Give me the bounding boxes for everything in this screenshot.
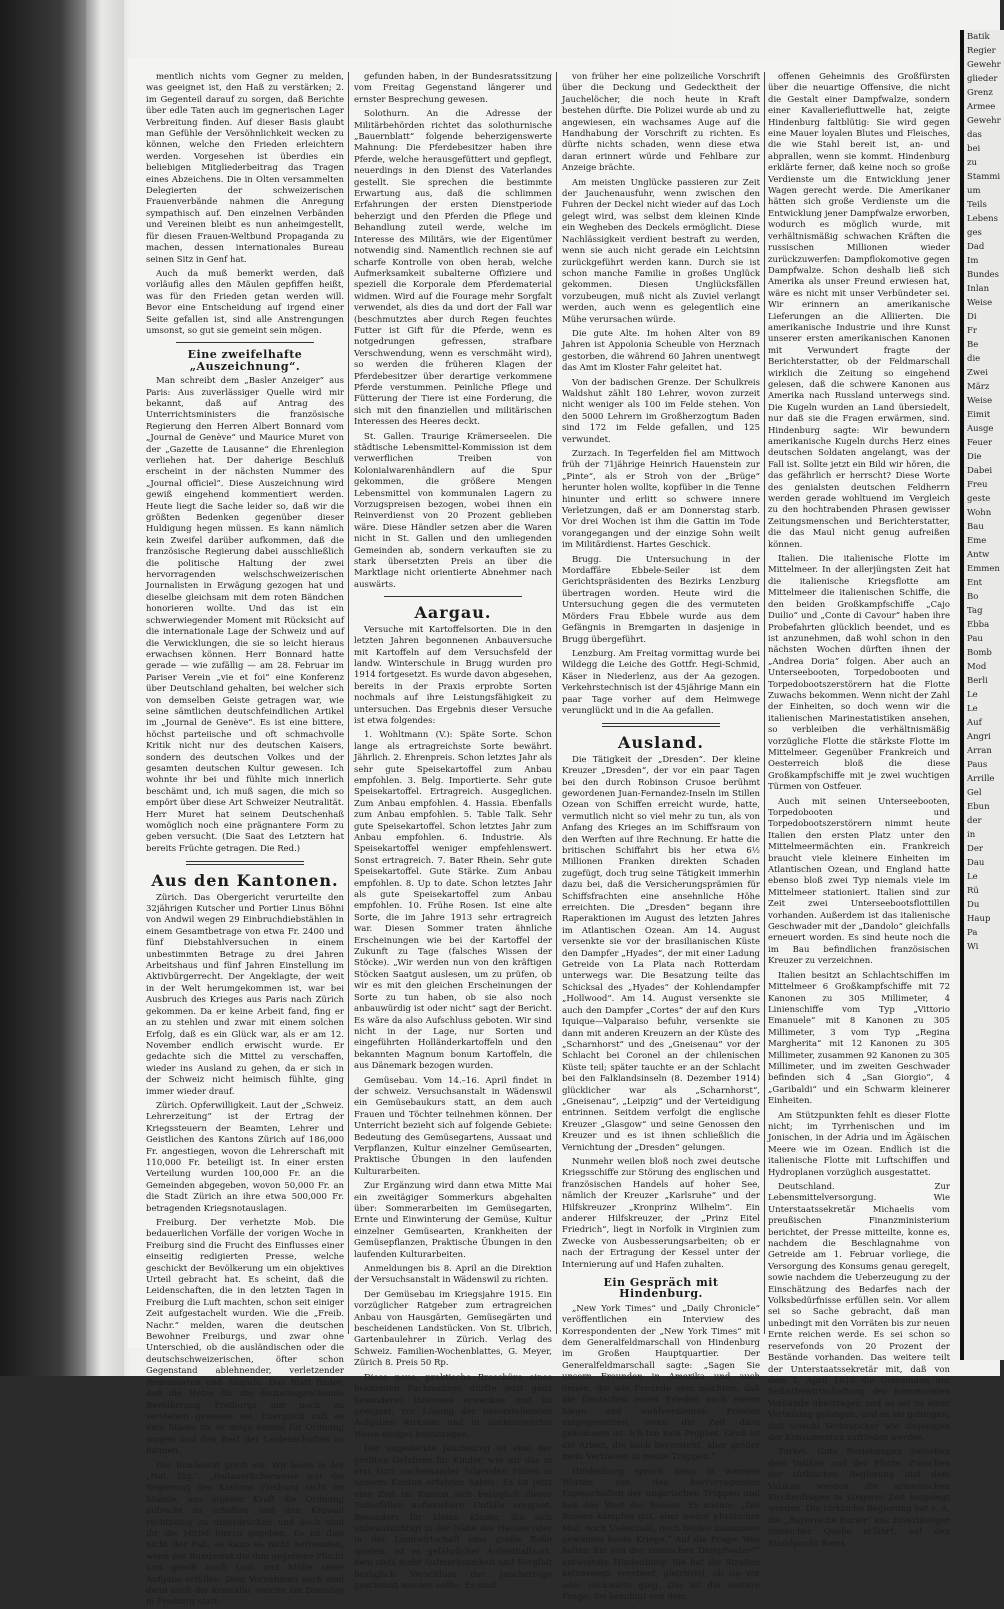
adjacent-page-fragment: Eimit (967, 410, 991, 420)
adjacent-page-fragment: Regier (967, 46, 996, 56)
article-paragraph: Der Bundesrat greift ein. Wir lesen in der „Nat. Ztg.“: „Bedauerlicherweise war die Regierung des Kantons Freiburg nicht im Stande, aus eigener Kraft die Ordnung aufrecht zu erhalten und den Krawall rechtzeitig zu unterdrücken und doch sind ihr die Mittel hierzu gegeben. Es ist dies nicht der Fall, so kann es nicht befremden, wenn der Bundesrat die ihm gegebene Pflicht und gewiß auch Lust und Mühe seine Aufgabe erfüllen. Dem Vernehmen nach sind denn auch die Krawalle, welche am Dienstag in Freiburg statt- (146, 1460, 344, 1608)
section-heading-ausland: Ausland. (618, 733, 704, 753)
article-paragraph: Türkei. Gute Beziehungen zwischen dem Vatikan und der Pforte. Zwischen der türkischen Regierung und dem Vatikan werden die armenischen Kirchenfragen in jüngerer Zeit beigelegt worden. Die türkische Regierung hat s. A. die „Bayerische Kurier“ aus zuverlässiger römischer Quelle erfährt, auf den Standpunkt Roms (768, 1447, 950, 1549)
section-heading-kantonen: Aus den Kantonen. (151, 871, 339, 891)
article-paragraph: Auch da muß bemerkt werden, daß vorläufig alles den Mäulen gepfiffen heißt, was für den Frieden getan werden will. Bevor eine Entscheidung auf irgend einer Seite gefallen ist, sind alle Anstrengungen umsonst, so gut sie gemeint sein mögen. (146, 268, 344, 336)
adjacent-page-fragment: Zwei (967, 368, 988, 378)
column-2 (354, 72, 552, 1591)
adjacent-page-fragment: Arran (967, 746, 992, 756)
adjacent-page-fragment: März (967, 382, 990, 392)
adjacent-page-fragment: Gewehr (967, 116, 1001, 126)
adjacent-page-fragment: Dad (967, 242, 985, 252)
article-paragraph: Auch mit seinen Unterseebooten, Torpedobooten und Torpedobootszerstörern nimmt heute Italien den ersten Platz unter den Mittelmeermächten ein. Frankreich braucht viele kleinere Einheiten im Atlantischen Ozean, und England hatte ebenso bloß zwei Typ niemals viele im Mittelmeer stationiert. Italien sind zur Zeit zwei Unterseebootsflottillen vorhanden. Außerdem ist das italienische Geschwader mit der „Dandolo“ gleichfalls erneuert worden. Es sind heute noch die im Bau befindlichen französischen Kreuzer zu verzeichnen. (768, 796, 950, 967)
article-paragraph: Die gute Alte. Im hohen Alter von 89 Jahren ist Appolonia Scheuble von Herznach gestorben, die während 60 Jahren unentwegt das Amt im Kloster Fahr geleitet hat. (562, 328, 760, 374)
adjacent-page-fragment: Mod (967, 662, 987, 672)
divider (602, 723, 720, 727)
divider (186, 861, 304, 865)
adjacent-page-fragment: Der (967, 844, 983, 854)
adjacent-page-fragment: Paus (967, 760, 988, 770)
adjacent-page-fragment: Fr (967, 326, 977, 336)
article-paragraph: Anmeldungen bis 8. April an die Direktion der Versuchsanstalt in Wädenswil zu richten. (354, 1264, 552, 1286)
adjacent-page-fragment: Arrille (967, 774, 995, 784)
adjacent-page-fragment: in (967, 830, 976, 840)
adjacent-page-fragment: um (967, 186, 981, 196)
article-paragraph: Zürich. Opferwilligkeit. Laut der „Schweiz. Lehrerzeitung“ ist der Ertrag der Kriegssteuern der Beamten, Lehrer und Geistlichen des Kantons Zürich auf 186,000 Fr. angestiegen, wovon die Lehrerschaft mit 110,000 Fr. beteiligt ist. In einer ersten Verteilung wurden 100,000 Fr. an die Gemeinden abgegeben, wovon 50,000 Fr. an die Stadt Zürich an ihre etwa 500,000 Fr. betragenden Kriegsnotauslagen. (146, 1100, 344, 1214)
article-paragraph: Diese neue, praktische Broschüre eines bekannten Fachmannes dürfte jetzt ganz besonderes Interesse erwecken und ist geeignet, zur Lösung der bevorstehenden Aufgaben wirksam und in dankenswerter Weise einiges beizutragen. (354, 1372, 552, 1440)
article-paragraph: 1. Wohltmann (V.): Späte Sorte. Schon lange als ertragreichste Sorte bewährt. Jährlich. 2. Ehrenpreis. Schon letztes Jahr als sehr gute Speisekartoffel zum Anbau empfohlen. 3. Belg. Importierte. Sehr gute Speisekartoffel. Ertragreich. Ausgeglichen. Zum Anbau empfohlen. 4. Hassia. Ebenfalls zum Anbau empfohlen. 5. Table Talk. Sehr gute Speisekartoffel. Schon letztes Jahr zum Anbau empfohlen. 6. Industrie. Als Speisekartoffel weniger empfehlenswert. Sonst ertragreich. 7. Bater Rhein. Sehr gute Speisekartoffel. Gute Stärke. Zum Anbau empfohlen. 8. Up to date. Schon letztes Jahr als gute Speisekartoffel zum Anbau empfohlen. 10. Frühe Rosen. Ist eine alte Sorte, die im Jahre 1913 sehr ertragreich war. Diesen Sommer traten ähnliche Erscheinungen wie bei der Kartoffel der Zukunft zu Tage (falsches Wissen der Stöcke). „Wir werden nun von den kräftigen Stöcken Saatgut auslesen, um zu prüfen, ob wir es mit den gleichen Erscheinungen der Sorte zu tun haben, ob sie also noch anbauwürdig ist oder nicht“ sagt der Bericht. Es wäre da also Aufschluss geboten. Wir sind nicht in der Lage, nur Sorten und eingeführten Holländerkartoffeln und den bekannten Magnum bonum Kartoffeln, die aus Dänemark bezogen wurden. (354, 730, 552, 1072)
adjacent-page-fragment: Freu (967, 480, 988, 490)
article-paragraph: Die Tätigkeit der „Dresden“. Der kleine Kreuzer „Dresden“, der vor ein paar Tagen bei den durch Robinson Crusoe berühmt gewordenen Juan-Fernandez-Inseln im Stillen Ozean von Schiffen erreicht wurde, hatte, vermutlich nicht so viel mehr zu tun, als von Anfang des Krieges an im Schiffsraum von den Werften auf ihre Rechnung. Er hatte die britischen Schiffahrt bis her etwa 6½ Millionen Franken direkten Schaden zugefügt, doch trug seine Tätigkeit immerhin dazu bei, daß die Versicherungsprämien für Schiffsfrachten eine ansehnliche Höhe erreichten. Die „Dresden“ begann ihre Raperaktionen im August des letzten Jahres im Atlantischen Ozean. Am 14. August versenkte sie vor der brasilianischen Küste den Dampfer „Hyades“, der mit einer Ladung Getreide von La Plata nach Rotterdam unterwegs war. Die Besatzung teilte das Schicksal des „Hyades“ der Kohlendampfer „Hollwood“. Am 14. August versenkte sie auch den Dampfer „Cortes“ der auf den Kurs Iquique—Valparaiso befuhr, versenkte sie dann mit anderen Kreuzern an der Küste des „Scharnhorst“ und des „Gneisenau“ vor der Schlacht bei Coronel an der chilenischen Küste teil; später tauchte er an der Schlacht bei den Falklandsinseln (8. Dezember 1914) glücklicher war als „Scharnhorst“, „Gneisenau“, „Leipzig“ und der Verteidigung entrinnen. Seitdem verfolgt die englische Kreuzer „Glasgow“ und seine Genossen den Kreuzer und es ist ihnen schließlich die Vernichtung der „Dresden“ gelungen. (562, 754, 760, 1153)
adjacent-page-fragment: Di (967, 312, 977, 322)
article-paragraph: von früher her eine polizeiliche Vorschrift über die Deckung und Gedecktheit der Jauchelöcher, die noch heute in Kraft bestehen dürfte. Die Polizei wurde ab und zu angewiesen, ein wachsames Auge auf die Handhabung der Vorschrift zu richten. Es dürfte nichts schaden, wenn diese etwa daran erinnert würde und Fehlbare zur Anzeige brächte. (562, 72, 760, 174)
article-paragraph: Der Gemüsebau im Kriegsjahre 1915. Ein vorzüglicher Ratgeber zum ertragreichen Anbau von Hausgärten, Gemüsegärten und bescheidenen Landstücken. Von St. Ulbrich, Gartenbaulehrer in Zürich. Verlag des Schweiz. Familien-Wochenblattes, G. Meyer, Zürich 8. Preis 50 Rp. (354, 1289, 552, 1369)
divider (176, 342, 314, 343)
adjacent-page-fragment: Dabei (967, 466, 993, 476)
adjacent-page-fragment: Auf (967, 718, 982, 728)
adjacent-page-fragment: Bundes (967, 270, 1000, 280)
adjacent-page-fragment: Le (967, 690, 978, 700)
article-paragraph: Italien besitzt an Schlachtschiffen im Mittelmeer 6 Großkampfschiffe mit 72 Kanonen zu 305 Millimeter, 4 Linienschiffe vom Typ „Vittorio Emanuele“ mit 8 Kanonen zu 305 Millimeter, 3 vom Typ „Regina Margherita“ mit 12 Kanonen zu 305 Millimeter, zusammen 92 Kanonen zu 305 Millimeter, und im zweiten Geschwader befinden sich 4 „San Giorgio“, 4 „Garibaldi“ und ein Schwarm kleinerer Einheiten. (768, 970, 950, 1107)
adjacent-page-fragment: Bomb (967, 648, 992, 658)
article-paragraph: Zur Ergänzung wird dann etwa Mitte Mai ein zweitägiger Sommerkurs abgehalten über: Sommerarbeiten im Gemüsegarten, Ernte und Einwinterung der Gemüse, Kultur einzelner Gemüsearten, Krankheiten der Gemüsepflanzen, Praktische Übungen in den laufenden Kulturarbeiten. (354, 1181, 552, 1260)
article-paragraph: Von der badischen Grenze. Der Schulkreis Waldshut zählt 180 Lehrer, wovon zurzeit nicht weniger als 100 im Felde stehen. Von den 5000 Lehrern im Großherzogtum Baden sind 172 im Felde gefallen, und 125 verwundet. (562, 377, 760, 445)
adjacent-page-fragment: Bau (967, 522, 984, 532)
adjacent-page-fragment: ges (967, 228, 982, 238)
adjacent-page-fragment: Antw (967, 550, 990, 560)
adjacent-page-fragment: Eme (967, 536, 987, 546)
article-paragraph: Brugg. Die Untersuchung in der Mordaffäre Ebbele-Seiler ist dem Gerichtspräsidenten des Bezirks Lenzburg übertragen worden. Heute wird die Untersuchung gegen die des vermuteten Mörders Frau Ebbele wurde aus dem Gefängnis in Bremgarten in dasjenige in Brugg übergeführt. (562, 554, 760, 645)
adjacent-page-fragment: Du (967, 900, 980, 910)
article-paragraph: Am meisten Unglücke passieren zur Zeit der Jauchenausfuhr, wenn zwischen den Fuhren der Deckel nicht wieder auf das Loch gelegt wird, was selbst dem kleinen Kinde ein Wegheben des Deckels ermöglicht. Diese Nachlässigkeit verdient bestraft zu werden, wenn sie auch nicht gerade ein Leichtsinn zurückgeführt werden kann. Durch sie ist schon manche Familie in großes Unglück gekommen. Diesen Unglücksfällen vorzubeugen, muß nicht als Zuviel verlangt werden, auch wenn es gelegentlich eine Mühe verursachen würde. (562, 177, 760, 325)
adjacent-page-fragment: Weise (967, 396, 993, 406)
article-paragraph: Hindenburg sprach dann in warmen Worten von den hervorragenden Eigenschaften der ungarischen Truppen und ließ den Wert der Russen. Er meinte: „Die Russen kämpfen gut, aber weder physischer Mut, noch Ueberzahl, noch beides zusammen gewinnen heute Kriege.“ Auf die Frage: Was halten Sie von der russischen Dampfwalze?“ antwortete Hindenburg: Sie hat die Straßen keineswegs verebnet, gleichviel, ob sie vor oder rückwärts ging. Das ist die weitere Frage: Sie beruhigt von dem (562, 1466, 760, 1602)
article-paragraph: Lenzburg. Am Freitag vormittag wurde bei Wildegg die Leiche des Gottfr. Hegi-Schmid, Käser in Niederlenz, aus der Aa gezogen. Verkehrstechnisch ist der 45jährige Mann ein paar Tage vorher auf dem Heimwege verunglückt und in die Aa gefallen. (562, 648, 760, 716)
article-paragraph: St. Gallen. Traurige Krämerseelen. Die städtische Lebensmittel-Kommission ist dem verwerflichen Treiben von Kolonialwarenhändlern auf die Spur gekommen, die größere Mengen Lebensmittel von kommunalen Lagern zu Vorzugspreisen bezogen, wobei ihnen ein Reinverdienst von 20 Prozent geblieben wäre. Diese Händler setzen aber die Waren nicht in St. Gallen und den umliegenden Gemeinden ab, sondern verkauften sie zu stark übersetzten Preis an über die Marktlage nicht orientierte Abnehmer nach auswärts. (354, 431, 552, 590)
adjacent-page-fragment: die (967, 354, 981, 364)
adjacent-page-fragment: Angri (967, 732, 991, 742)
adjacent-page-fragment: Bo (967, 592, 979, 602)
column-3 (562, 72, 760, 1602)
adjacent-page-fragment: Ausge (967, 424, 994, 434)
article-paragraph: offenen Geheimnis des Großfürsten über die neuartige Offensive, die nicht die Gestalt einer Dampfwalze, sondern einer Kavalleriefluttwelle hat, zeigte Hindenburg faltblütig: Sie wird gegen eine Mauer loyalen Blutes und Fleisches, die wie Stahl bereit ist, an- und abprallen, wenn sie kommt. Hindenburg erklärte ferner, daß keine noch so große Verdienste um die Entwicklung jener Wagen gerecht werde. Die Amerikaner hätten sich große Verdienste um die Entwicklung jener Dampfwalze erworben, wodurch es möglich wurde, mit verhältnismäßig schwachen Kräften die russischen Millionen wieder zurückzuwerfen: Dampflokomotive gegen Dampfwalze. Schon deshalb ließ sich Amerika als unser Freund erwiesen hat, wäre es nicht mit unser Verbündeter sei. Wir erinnern an amerikanische Lieferungen an die Alliierten. Die amerikanische Industrie und ihre Kunst unserer ersten amerikanischen Kanonen mit Verwundert fragte der Berichterstatter, ob der Feldmarschall wirklich die Zeitung so eingehend gelesen, daß die schwere Kanonen aus Amerika nach Russland unterwegs sind. Die Kugeln wurden an Land übersiedelt, nur daß sie die Fragen erwärmen, sind. Hindenburg sagte: Wir bewundern amerikanische Kugeln durchs Herz eines deutschen Soldaten angelangt, was der Fall ist. Sollte jetzt ein Bild wir hören, die das gefährlich er herrscht? Diese Worte des genialsten deutschen Feldherrn werden gerade wohltuend im Vergleich zu den hochtrabenden Phrasen gewisser Zeitungsmenschen und Berichterstatter, die das Maul nicht genug aufreißen können. (768, 72, 950, 550)
adjacent-page-fragment: Gel (967, 788, 982, 798)
adjacent-page-fragment: Feuer (967, 438, 993, 448)
adjacent-page-fragment: Stammi (967, 172, 1001, 182)
article-paragraph: Solothurn. An die Adresse der Militärbehörden richtet das solothurnische „Bauernblatt“ folgende beherzigenswerte Mahnung: Die Pferdebesitzer haben ihre Pferde, welche herausgefüttert und gepflegt, neuerdings in den Dienst des Vaterlandes gestellt. Sie sprechen die bestimmte Erwartung aus, daß die schlimmen Erfahrungen der ersten Dienstperiode beherzigt und den Pferden die Pflege und Behandlung zuteil werde, welche im Interesse des Militärs, wie der Eigentümer notwendig sind. Namentlich rechnen sie auf scharfe Kontrolle von oben herab, welche Aufmerksamkeit subalterne Offiziere und speziell die Korporale dem Pferdematerial widmen. Wird auf die Fourage mehr Sorgfalt verwendet, als dies da und dort der Fall war (beschmutztes aber durch Regen feuchtes Futter ist Gift für die Pferde, wenn es notgedrungen gefressen, strafbare Verschwendung, wenn es verschmäht wird), so werden die früheren Klagen der Pferdebesitzer über derartige verkommene Pferde verstummen. Peinliche Pflege und Fütterung der Tiere ist eine Forderung, die sich mit den finanziellen und militärischen Interessen des Heeres deckt. (354, 109, 552, 428)
adjacent-page-fragment: Grenz (967, 88, 993, 98)
adjacent-page-fragment: Lebens (967, 214, 998, 224)
adjacent-page-fragment: Im (967, 256, 979, 266)
adjacent-page-edge (960, 30, 1004, 1360)
adjacent-page-fragment: Pau (967, 634, 983, 644)
article-paragraph: „New York Times“ und „Daily Chronicle“ veröffentlichen ein Interview des Korrespondenten der „New York Times“ mit dem Generalfeldmarschall von Hindenburg im Großen Hauptquartier. Der Generalfeldmarschall sagte: „Sagen Sie unsern Freunden in Amerika und auch denen, die wie Freunde sein möchten, daß die Deutschen einen Frieden nach einem Siege und wohlverdienten Frieden entgegensehen, wenn die Zeit dazu gekommen ist. Ich bin kein Prophet. Groß ist die Arbeit, die noch bevorsteht, aber größer mein Vertrauen in meine Truppen.“ (562, 1303, 760, 1463)
adjacent-page-fragment: Wi (967, 942, 979, 952)
article-paragraph: Nunmehr weilen bloß noch zwei deutsche Kriegsschiffe zur Störung des englischen und französischen Handels auf hoher See, nämlich der Kreuzer „Karlsruhe“ und der Hilfskreuzer „Kronprinz Wilhelm“. Ein anderer Hilfskreuzer, der „Prinz Eitel Friedrich“, liegt in Norfolk in Virginien zum Zwecke von Ausbesserungsarbeiten; ob er nach der Ertragung der Kessel unter der Internierung auf und Hafen zuhalten. (562, 1156, 760, 1270)
article-paragraph: Versuche mit Kartoffelsorten. Die in den letzten Jahren begonnenen Anbauversuche mit Kartoffeln auf dem Versuchsfeld der landw. Winterschule in Brugg wurden pro 1914 fortgesetzt. Es wurde davon abgesehen, bereits in der Praxis erprobte Sorten nochmals auf ihre Leistungsfähigkeit zu untersuchen. Das Ergebnis dieser Versuche ist etwa folgendes: (354, 624, 552, 726)
section-heading-aargau: Aargau. (414, 603, 492, 623)
column-1 (146, 72, 344, 1608)
adjacent-page-fragment: Dau (967, 858, 985, 868)
article-paragraph: Gemüsebau. Vom 14.–16. April findet in der schweiz. Versuchsanstalt in Wädenswil ein Gemüsebaukurs statt, an dem auch Frauen und Töchter teilnehmen können. Der Unterricht bezieht sich auf folgende Gebiete: Bedeutung des Gemüsegartens, Aussaat und Verpflanzen, Kultur einzelner Gemüsearten, Praktische Übungen in den laufenden Kulturarbeiten. (354, 1075, 552, 1177)
article-paragraph: Man schreibt dem „Basler Anzeiger“ aus Paris: Aus zuverlässiger Quelle wird mir bekannt, daß auf Antrag des Unterrichtsministers die französische Regierung den Herren Albert Bonnard vom „Journal de Genève“ und Maurice Muret von der „Gazette de Lausanne“ die Ehrenlegion verliehen hat. Der daherige Beschluß erscheint in der nächsten Nummer des „Journal officiel“. Diese Auszeichnung wird gewiß eingehend kommentiert werden. Heute liegt die Sache leider so, daß wir die größten Bedenken gegenüber dieser Huldigung hegen müssen. Es kann nämlich kein Zweifel darüber aufkommen, daß die französische Regierung dabei ausschließlich die politische Haltung der zwei hervorragenden welschschweizerischen Journalisten in Erwägung gezogen hat und dieselbe gleichsam mit dem roten Bändchen honorieren wollte. Und das ist ein schwerwiegender Moment mit Rücksicht auf die internationale Lage der Schweiz und auf die Verwicklungen, die sie so leicht hieraus erwachsen können. Herr Bonnard hatte gerade — wie zufällig — am 28. Februar im Pariser Verein „vie et foi“ eine Konferenz über Deutschland gehalten, bei welcher sich von demselben Geiste getragen war, wie seine sämtlichen deutschfeindlichen Artikel im „Journal de Genève“. Es ist eine bittere, höchst parteiische und oft schmachvolle Kritik nicht nur des deutschen Kaisers, sondern des deutschen Volkes und der gesamten deutschen Kultur gewesen. Ich wohnte ihr bei und fühlte mich innerlich beschämt und, ich muß sagen, die mich so empört über diese Art Schweizer Neutralität. Herr Muret hat seinem Deutschenhaß womöglich noch eine prägnantere Form zu geben versucht. (Die Saat des Letztern hat bereits Früchte getragen. Die Red.) (146, 376, 344, 854)
adjacent-page-fragment: Gewehr (967, 60, 1001, 70)
adjacent-page-fragment: bei (967, 144, 981, 154)
article-paragraph: Freiburg. Der verhetzte Mob. Die bedauerlichen Vorfälle der vorigen Woche in Freiburg sind die Frucht des Einflusses einer einseitig redigierten Presse, welche geschickt der Bevölkerung um ein objektives Urteil gebracht hat. Es scheint, daß die Leidenschaften, die in den letzten Tagen in Freiburg die Luft machten, schon seit einiger Zeit aufgestachelt wurden. Wie die „Freib. Nachr.“ melden, waren die deutschen Bewohner Freiburgs, und zwar ohne Unterschied, ob die ausländischen oder die deutschschweizerischen, öfter schon Gegenstand ablehnender, verletzender Redensarten und Ausrufe. Das Blatt findet, daß die Hetze für die deutschsprechende Bevölkerung Freiburgs nur noch zu verstehen gewesen sei. Energisch ruft es dem Staate zu, er möge einmal für Ordnung sorgen und den Rest der Leidenschaften zu bannen. (146, 1218, 344, 1457)
article-heading: Ein Gespräch mit Hindenburg. (603, 1276, 719, 1301)
adjacent-page-fragment: Die (967, 452, 982, 462)
adjacent-page-fragment: das (967, 130, 982, 140)
adjacent-page-fragment: zu (967, 158, 977, 168)
adjacent-page-fragment: Armee (967, 102, 996, 112)
adjacent-page-fragment: Teils (967, 200, 987, 210)
column-rule (556, 72, 557, 1334)
article-paragraph: Der ungedeckte Jauchetrog ist eine der größten Gefahren für Kinder, wie wir das in erst kurz nacheinander folgenden Fällen in unserm Kanton erfahren haben. Es ist jetzt eine Zeit im Kanton sich bezüglich dieser Todesfällen aufweisbare Unfälle ereignet. Besonders für kleine Kinder, die sich unbeaufsichtigt in der Nähe des Hauses oder in der Landwirtschaft eine große Rolle spielen, ist es gefährlicher Aufenthaltsort, dem stets mehr Aufmerksamkeit und Sorgfalt bezüglich Verschluss der Jauchetröge geschenkt werden sollte. Es sind (354, 1444, 552, 1591)
adjacent-page-fragment: Tag (967, 606, 983, 616)
adjacent-page-fragment: Be (967, 340, 979, 350)
article-paragraph: Italien. Die italienische Flotte im Mittelmeer. In der allerjüngsten Zeit hat die italienische Kriegsflotte am Mittelmeer die italienischen Schiffe, die den beiden Großkampfschiffe „Cajo Duilio“ und „Conte di Cavour“ haben ihre Probefahrten glücklich beendet, und es ist anzunehmen, daß wohl schon in den nächsten Wochen dürften ihnen der „Andrea Doria“ folgen. Aber auch an Unterseebooten, Torpedobooten und Torpedobootszerstörern hat die Flotte Zuwachs bekommen. Wenn nicht der Zahl der Einheiten, so doch wenn wir die italienischen Marinestatistiken ansehen, so verbleiben die verhältnismäßig vorzügliche Flotte die stärkste Flotte im Mittelmeer. Gegenüber Frankreich und Oesterreich bloß die diese Großkampfschiffe mit je zwei wuchtigen Türmen von Ostfeuer. (768, 554, 950, 793)
article-paragraph: mentlich nichts vom Gegner zu melden, was geeignet ist, den Haß zu verstärken; 2. im Gegenteil darauf zu sorgen, daß Berichte über edle Taten auch im gegnerischen Lager Verbreitung finden. Auf dieser Basis glaubt man Gefühle der Versöhnlichkeit wecken zu können, welche den Frieden erleichtern werden. Vorgesehen ist überdies ein beliebigen Mitgliederbeitrag das Tragen eines Abzeichens. Die in Olten versammelten Delegierten der schweizerischen Frauenverbände nahmen die Anregung sympathisch auf. Den einzelnen Verbänden und Vereinen bleibt es nun anheimgestellt, für diesen Frauen-Weltbund Propaganda zu machen, dessen internationales Bureau seinen Sitz in Genf hat. (146, 72, 344, 265)
adjacent-page-fragment: Berli (967, 676, 988, 686)
article-paragraph: Deutschland. Zur Lebensmittelversorgung. Wie Unterstaatssekretär Michaelis vom preußischen Finanzministerium berichtet, der Presse mitteilte, konne es, nachdem die Beschlagnahme von Getreide am 1. Februar vorliege, die Versorgung des Konsums genau geregelt, sowie nachdem die Ueberzeugung zu der Einschätzung des Bedarfes nach der Volksbedürfnisse erfüllen sein. Vor allem sei so Sache gebracht, daß man unbedingt mit den Vorräten bis zur neuen Ernte reichen werde. Es sei schon so reservefonds von 20 Prozent der Bestände vorhanden. Das weitere teilt der Unterstaatssekretär mit, daß von dem 1. April 1915 die Gemeinden der Selbstbewirtschaftung der kommunalen Verbände übertragen und es sei zu einer Verteilung gelangen, und es sei gelungen, daß sowohl Verbraucher wie diejenigen der Konsumenten zufrieden werden. (768, 1182, 950, 1443)
article-paragraph: Zürich. Das Obergericht verurteilte den 32jährigen Kutscher und Portier Linus Böhni von Andwil wegen 29 Einbruchdiebstählen in einem Gesamtbetrage von etwa Fr. 2400 und fünf Diebstahlversuchen in einem unbestimmten Betrage zu drei Jahren Arbeitshaus und fünf Jahren Einstellung im Aktivbürgerrecht. Der Angeklagte, der weit in der Welt herumgekommen ist, war bei Ausbruch des Krieges aus Paris nach Zürich gekommen. Da er keine Arbeit fand, fing er an zu stehlen und zwar mit einem solchen Erfolg, daß es ein Glück war, als er am 12. November endlich erwischt wurde. Er gedachte sich die Mittel zu verschaffen, wieder ins Ausland zu gehen, da er sich in der Schweiz nicht heimisch fühlte, ging immer wieder drauf. (146, 892, 344, 1097)
article-paragraph: Am Stützpunkten fehlt es dieser Flotte nicht; im Tyrrhenischen und im Jonischen, in der Adria und im Ägäischen Meere wie im Ozean. Endlich ist die italienische Flotte mit Luftschiffen und Hydroplanen vorzüglich ausgestattet. (768, 1110, 950, 1178)
adjacent-page-fragment: Le (967, 704, 978, 714)
article-paragraph: gefunden haben, in der Bundesratssitzung vom Freitag Gegenstand längerer und ernster Besprechung gewesen. (354, 72, 552, 105)
adjacent-page-fragment: Emmen (967, 564, 1000, 574)
adjacent-page-fragment: Haup (967, 914, 991, 924)
adjacent-page-fragment: Weise (967, 298, 993, 308)
adjacent-page-fragment: Pa (967, 928, 978, 938)
newspaper-page (128, 58, 954, 1608)
page-binding (86, 0, 124, 1376)
column-rule (764, 72, 765, 1334)
adjacent-page-fragment: Batik (967, 32, 990, 42)
adjacent-page-fragment: Rü (967, 886, 979, 896)
article-paragraph: Zurzach. In Tegerfelden fiel am Mittwoch früh der 71jährige Heinrich Hauenstein zur „Pinte“, als er Stroh von der „Brüge“ herunter holen wollte, kopfüber in die Tenne hinunter und erlitt so schwere innere Verletzungen, daß er am Donnerstag starb. Vor drei Wochen ist ihm die Gattin im Tode vorangegangen und der einzige Sohn weilt im Militärdienst. Hartes Geschick. (562, 449, 760, 551)
column-rule (348, 72, 349, 1334)
adjacent-page-fragment: glieder (967, 74, 998, 84)
adjacent-page-fragment: Ent (967, 578, 983, 588)
divider (384, 596, 522, 597)
adjacent-page-fragment: geste (967, 494, 991, 504)
adjacent-page-fragment: Ebba (967, 620, 990, 630)
adjacent-page-fragment: Wohn (967, 508, 992, 518)
adjacent-page-fragment: der (967, 816, 982, 826)
column-4 (768, 72, 950, 1549)
article-heading: Eine zweifelhafte „Auszeichnung“. (187, 348, 303, 373)
adjacent-page-fragment: Le (967, 872, 978, 882)
adjacent-page-fragment: Ebun (967, 802, 990, 812)
adjacent-page-fragment: Inlan (967, 284, 990, 294)
